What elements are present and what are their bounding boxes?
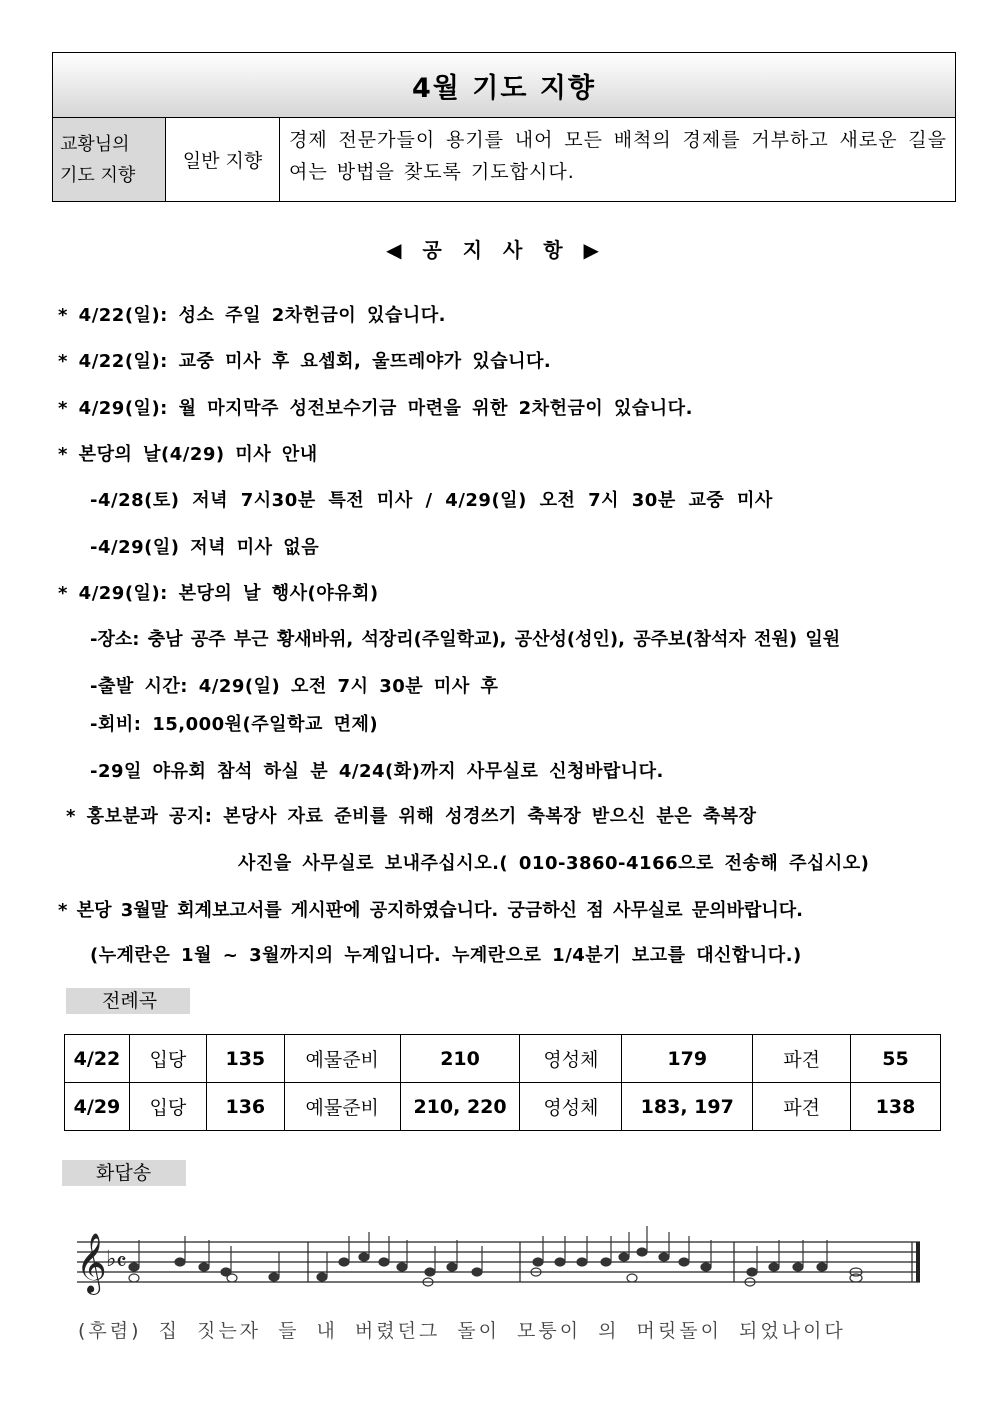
table-cell: 파견	[753, 1035, 851, 1083]
table-cell: 입당	[129, 1035, 206, 1083]
table-cell: 4/29	[65, 1083, 130, 1131]
table-cell: 예물준비	[284, 1035, 400, 1083]
psalm-lyrics: (후렴) 집 짓는자 들 내 버렸던그 돌이 모퉁이 의 머릿돌이 되었나이다	[78, 1320, 846, 1342]
music-score	[72, 1212, 924, 1308]
notice-line: * 4/29(일): 본당의 날 행사(야유회)	[58, 583, 379, 604]
table-cell: 138	[851, 1083, 941, 1131]
notice-line: -29일 야유회 참석 하실 분 4/24(화)까지 사무실로 신청바랍니다.	[90, 761, 664, 782]
notice-line: -출발 시간: 4/29(일) 오전 7시 30분 미사 후	[90, 676, 499, 697]
hymns-label: 전례곡	[66, 988, 190, 1014]
table-cell: 55	[851, 1035, 941, 1083]
notice-line: * 본당의 날(4/29) 미사 안내	[58, 444, 318, 465]
table-cell: 179	[622, 1035, 753, 1083]
psalm-label: 화답송	[62, 1160, 186, 1186]
notice-line: * 4/29(일): 월 마지막주 성전보수기금 마련을 위한 2차헌금이 있습니다.	[58, 398, 693, 419]
svg-text:𝄴: 𝄴	[116, 1248, 127, 1276]
notice-line: (누계란은 1월 ~ 3월까지의 누계입니다. 누계란으로 1/4분기 보고를 대신합니다.)	[90, 945, 802, 966]
table-cell: 136	[206, 1083, 284, 1131]
notice-line: * 홍보분과 공지: 본당사 자료 준비를 위해 성경쓰기 축복장 받으신 분은 축복장	[66, 806, 757, 827]
prayer-intention-box	[52, 52, 956, 202]
notice-title: ◀ 공 지 사 항 ▶	[386, 238, 606, 262]
notice-line: 사진을 사무실로 보내주십시오.( 010-3860-4166으로 전송해 주십시오)	[238, 853, 870, 874]
prayer-label-line1: 교황님의	[60, 133, 130, 155]
notice-line: -4/29(일) 저녁 미사 없음	[90, 537, 320, 558]
notice-line: -4/28(토) 저녁 7시30분 특전 미사 / 4/29(일) 오전 7시 30분 교중 미사	[90, 490, 773, 511]
prayer-title: 4월 기도 지향	[53, 53, 955, 118]
table-cell: 파견	[753, 1083, 851, 1131]
prayer-row	[53, 118, 955, 201]
table-cell: 영성체	[520, 1035, 622, 1083]
prayer-text: 경제 전문가들이 용기를 내어 모든 배척의 경제를 거부하고 새로운 길을 여는 방법을 찾도록 기도합시다.	[289, 129, 947, 183]
prayer-label-cell	[53, 118, 166, 201]
svg-text:♭: ♭	[106, 1247, 117, 1272]
table-cell: 135	[206, 1035, 284, 1083]
table-cell: 4/22	[65, 1035, 130, 1083]
notice-line: -장소: 충남 공주 부근 황새바위, 석장리(주일학교), 공산성(성인), 공주보(참석자 전원) 일원	[90, 629, 841, 650]
hymn-table	[64, 1034, 941, 1131]
table-row	[65, 1083, 941, 1131]
table-cell: 210	[400, 1035, 520, 1083]
table-row	[65, 1035, 941, 1083]
table-cell: 210, 220	[400, 1083, 520, 1131]
table-cell: 예물준비	[284, 1083, 400, 1131]
notice-line: * 4/22(일): 교중 미사 후 요셉회, 울뜨레야가 있습니다.	[58, 351, 552, 372]
table-cell: 영성체	[520, 1083, 622, 1131]
prayer-category: 일반 지향	[166, 118, 280, 201]
prayer-label-line2: 기도 지향	[60, 164, 136, 186]
notice-line: * 본당 3월말 회계보고서를 게시판에 공지하였습니다. 궁금하신 점 사무실로 문의바랍니다.	[58, 900, 803, 921]
table-cell: 183, 197	[622, 1083, 753, 1131]
notice-line: * 4/22(일): 성소 주일 2차헌금이 있습니다.	[58, 305, 446, 326]
table-cell: 입당	[129, 1083, 206, 1131]
svg-text:𝄞: 𝄞	[76, 1233, 107, 1293]
notice-line: -회비: 15,000원(주일학교 면제)	[90, 714, 379, 735]
